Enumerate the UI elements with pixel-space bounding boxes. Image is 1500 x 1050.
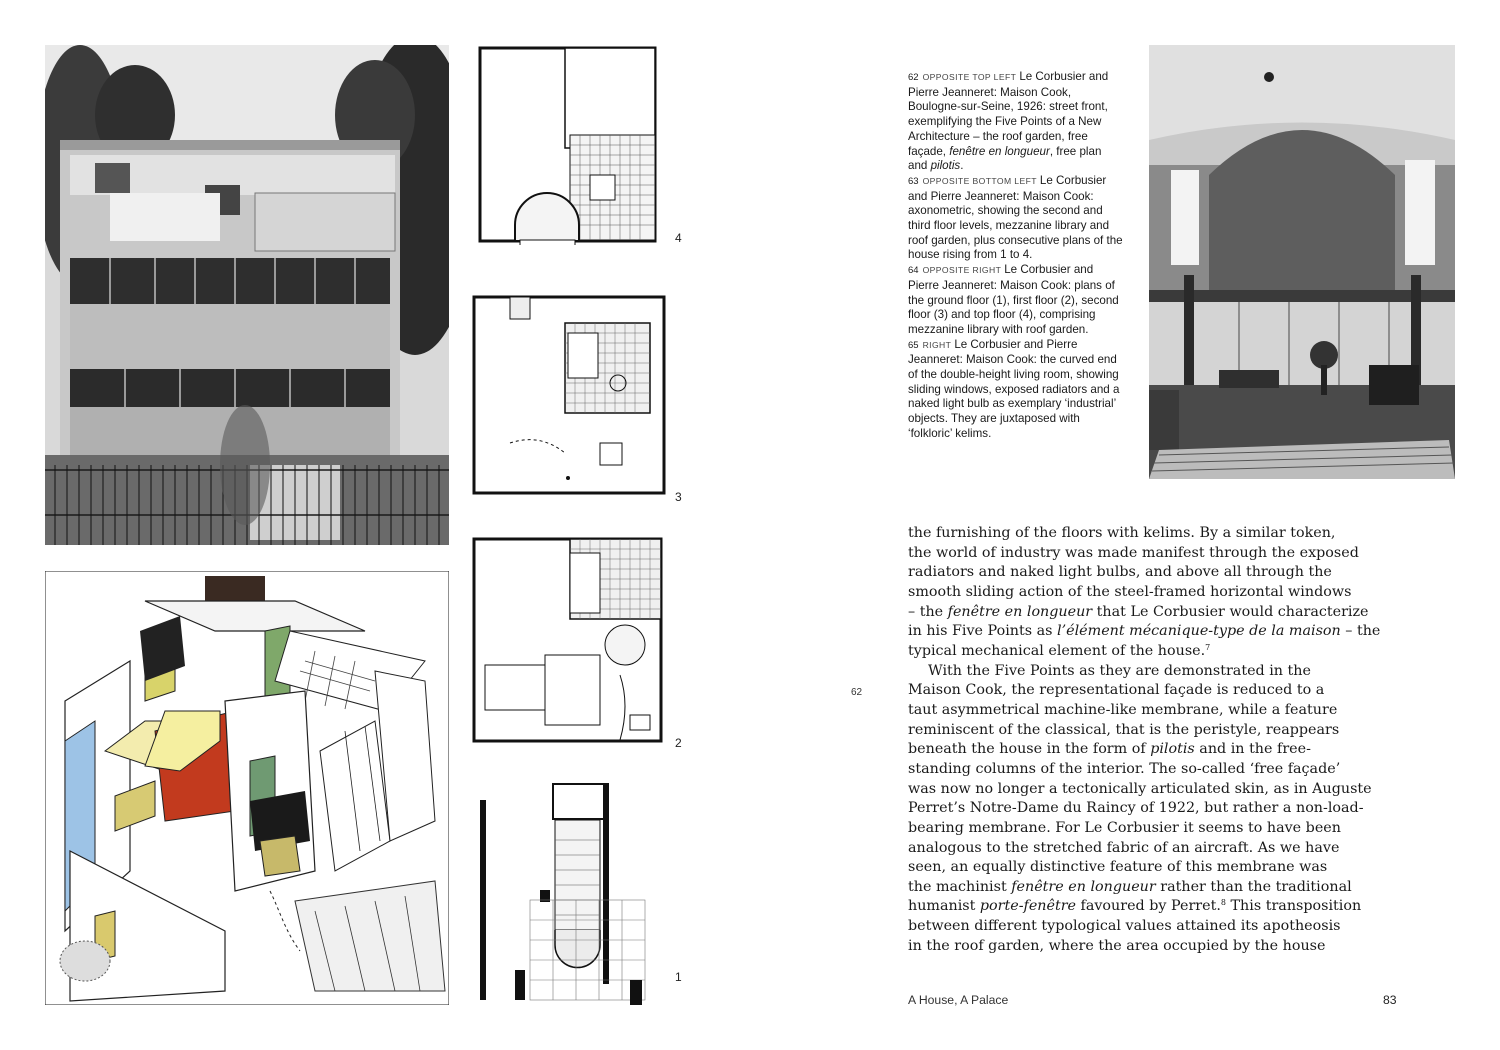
caption-number: 62: [908, 72, 919, 83]
text-line: [908, 524, 1398, 544]
text-line: [908, 878, 1398, 898]
text-line: [908, 819, 1398, 839]
text-run: taut asymmetrical machine-like membrane, while a feature: [908, 701, 1338, 718]
text-run: between different typological values attained its apotheosis: [908, 918, 1341, 935]
text-run: With the Five Points as they are demonstrated in the: [928, 662, 1311, 679]
text-run: rather than the traditional: [1155, 878, 1352, 895]
text-run: beneath the house in the form of: [908, 741, 1151, 758]
footnote-ref: 7: [1205, 642, 1211, 652]
text-run: favoured by Perret.: [1076, 898, 1221, 915]
plan-number-4: 4: [675, 231, 682, 245]
text-line: [908, 681, 1398, 701]
text-line: [908, 583, 1398, 603]
text-run: and in the free-: [1194, 741, 1311, 758]
text-run: typical mechanical element of the house.: [908, 642, 1206, 659]
text-run: analogous to the stretched fabric of an aircraft. As we have: [908, 839, 1340, 856]
floor-plan-icon: [475, 780, 660, 1005]
caption-position: OPPOSITE RIGHT: [922, 265, 1002, 276]
running-footer-title: A House, A Palace: [908, 993, 1009, 1007]
caption-position: OPPOSITE BOTTOM LEFT: [922, 175, 1037, 186]
text-run: bearing membrane. For Le Corbusier it seems to have been: [908, 819, 1341, 836]
text-run: in the roof garden, where the area occupied by the house: [908, 937, 1326, 954]
axonometric-drawing: [45, 571, 449, 1005]
caption-entry: [908, 70, 1123, 174]
text-run: the machinist: [908, 878, 1012, 895]
street-front-photo: [45, 45, 449, 545]
text-line: [908, 603, 1398, 623]
text-line: [908, 721, 1398, 741]
floor-plan-icon: [470, 293, 668, 498]
caption-number: 63: [908, 175, 919, 187]
text-run: radiators and naked light bulbs, and above all through the: [908, 564, 1332, 581]
text-line: [908, 662, 1398, 682]
text-line: [908, 760, 1398, 780]
caption-position: RIGHT: [922, 339, 952, 350]
text-run: .: [960, 159, 964, 173]
text-line: [908, 839, 1398, 859]
plan-number-2: 2: [675, 736, 682, 750]
text-line: [908, 544, 1398, 564]
living-room-interior-photo: [1149, 45, 1455, 479]
text-line: [908, 897, 1398, 917]
text-run: was now no longer a tectonically articulated skin, as in Auguste: [908, 780, 1372, 797]
floor-plan-3: [470, 293, 668, 498]
italic-text: pilotis: [1150, 741, 1195, 758]
text-run: smooth sliding action of the steel-framed horizontal windows: [908, 583, 1352, 600]
text-run: – the: [1340, 623, 1381, 640]
text-run: reminiscent of the classical, that is the peristyle, reappears: [908, 721, 1340, 738]
house-street-front-photo-icon: [45, 45, 449, 545]
text-line: [908, 780, 1398, 800]
text-run: seen, an equally distinctive feature of this membrane was: [908, 859, 1328, 876]
italic-text: fenêtre en longueur: [947, 603, 1093, 620]
text-line: [908, 563, 1398, 583]
text-line: [908, 858, 1398, 878]
text-run: the furnishing of the floors with kelims. By a similar token,: [908, 525, 1336, 541]
text-run: Perret’s Notre-Dame du Raincy of 1922, but rather a non-load-: [908, 800, 1364, 817]
text-run: Le Corbusier and Pierre Jeanneret: Maison Cook, Boulogne-sur-Seine, 1926: street front, exemplifying the Five Points of a New Architecture – the roof garden, free façade,: [908, 70, 1109, 158]
page-number: 83: [1383, 993, 1397, 1007]
text-run: This transposition: [1225, 898, 1362, 915]
footnote-ref: 8: [1220, 898, 1226, 908]
text-run: Le Corbusier and Pierre Jeanneret: Maison Cook: axonometric, showing the second and third floor levels, mezzanine library and roof garden, plus consecutive plans of the house rising from 1 to 4.: [908, 173, 1123, 262]
text-run: in his Five Points as: [908, 623, 1058, 640]
floor-plan-icon: [470, 535, 665, 745]
caption-position: OPPOSITE TOP LEFT: [922, 72, 1017, 82]
text-run: , free plan and: [908, 144, 1102, 173]
text-run: Maison Cook, the representational façade is reduced to a: [908, 682, 1325, 699]
margin-page-reference: 62: [851, 687, 863, 698]
text-line: [908, 740, 1398, 760]
floor-plan-icon: [475, 45, 660, 245]
text-line: [908, 622, 1398, 642]
plan-number-1: 1: [675, 970, 682, 984]
text-run: standing columns of the interior. The so-called ‘free façade’: [908, 760, 1341, 777]
caption-entry: [908, 263, 1123, 338]
caption-number: 64: [908, 265, 919, 277]
text-line: [908, 937, 1398, 957]
body-text: [908, 524, 1398, 956]
floor-plan-1: [475, 780, 660, 1005]
caption-entry: [908, 174, 1123, 263]
floor-plan-2: [470, 535, 665, 745]
text-line: [908, 642, 1398, 662]
living-room-interior-photo-icon: [1149, 45, 1455, 479]
text-run: humanist: [908, 898, 980, 915]
text-line: [908, 701, 1398, 721]
floor-plan-4: [475, 45, 660, 245]
captions: [908, 70, 1123, 442]
text-run: that Le Corbusier would characterize: [1092, 603, 1369, 620]
italic-text: l’élément mécanique-type de la maison: [1057, 623, 1341, 640]
plan-number-3: 3: [675, 490, 682, 504]
axonometric-drawing-icon: [45, 571, 449, 1005]
text-line: [908, 799, 1398, 819]
text-run: – the: [908, 603, 948, 620]
caption-number: 65: [908, 339, 919, 351]
italic-text: porte-fenêtre: [979, 898, 1076, 915]
italic-text: pilotis: [930, 159, 961, 173]
text-run: Le Corbusier and Pierre Jeanneret: Maison Cook: the curved end of the double-height living room, showing sliding windows, exposed radiators and a naked light bulb as exemplary ‘industrial’ objects. They are juxtaposed with ‘folkloric’ kelims.: [908, 337, 1120, 440]
text-line: [908, 917, 1398, 937]
caption-entry: [908, 338, 1123, 442]
text-run: the world of industry was made manifest through the exposed: [908, 544, 1359, 561]
italic-text: fenêtre en longueur: [1011, 878, 1156, 895]
italic-text: fenêtre en longueur: [949, 144, 1050, 158]
text-run: Le Corbusier and Pierre Jeanneret: Maison Cook: plans of the ground floor (1), first floor (2), second floor (3) and top floor (4), comprising mezzanine library with roof garden.: [908, 263, 1119, 336]
